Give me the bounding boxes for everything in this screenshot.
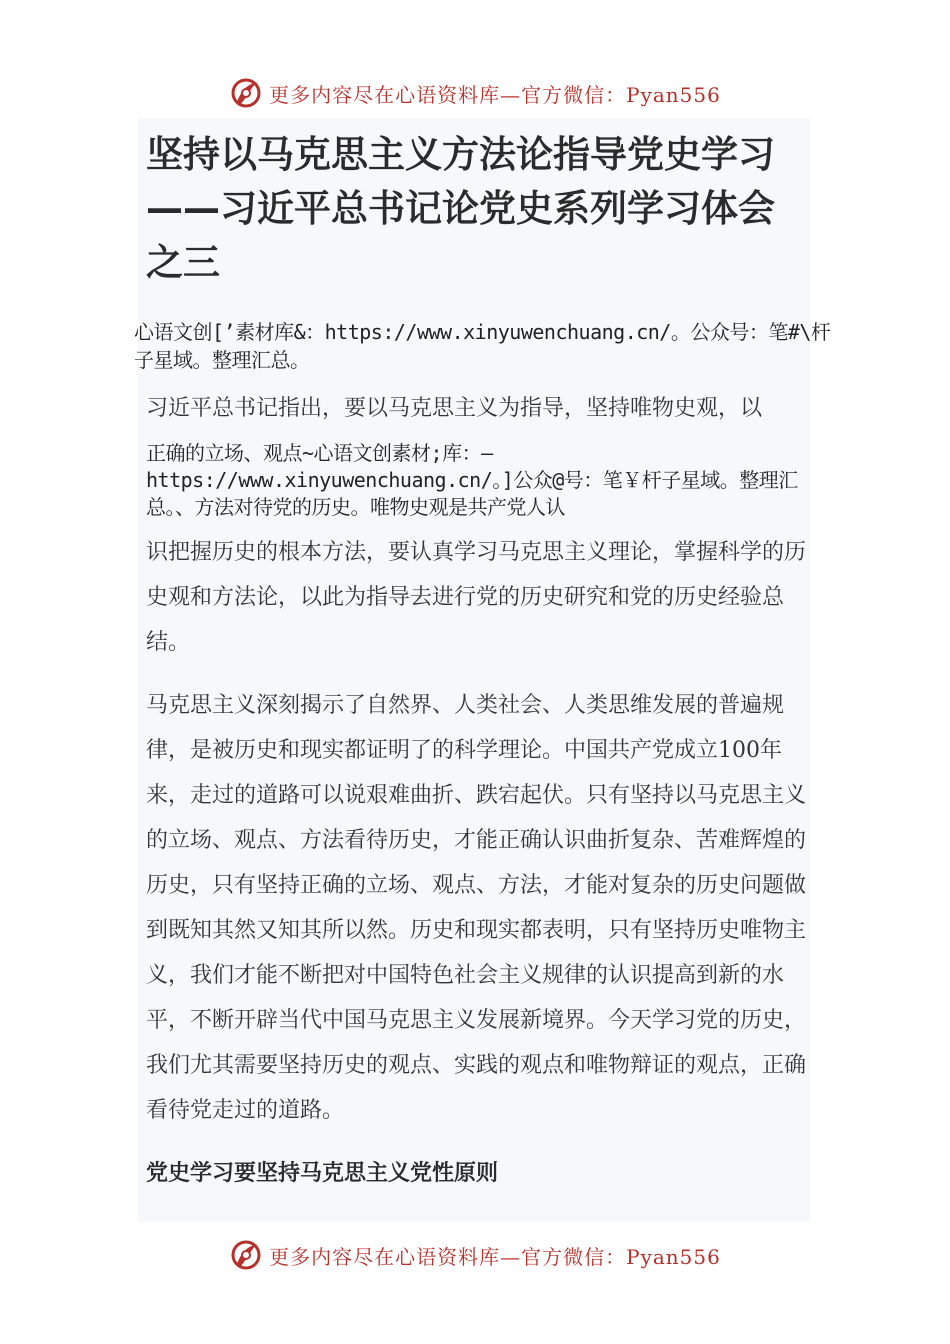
ribbon-logo-icon [229, 76, 263, 110]
source-watermark-note: 心语文创[’素材库&：https://www.xinyuwenchuang.cn/。公众号：笔#\杆子星域。整理汇总。 [134, 320, 831, 372]
banner-separator: — [500, 82, 522, 107]
section-heading: 党史学习要坚持马克思主义党性原则 [146, 1161, 499, 1186]
document-title: 坚持以马克思主义方法论指导党史学习——习近平总书记论党史系列学习体会之三 [146, 133, 775, 284]
banner-text [269, 79, 721, 108]
banner-separator: — [500, 1244, 522, 1269]
paragraph-1-inserted-watermark: 正确的立场、观点~心语文创素材;库：—https://www.xinyuwenchuang.cn/。]公众@号：笔￥杆子星域。整理汇总。、方法对待党的历史。唯物史观是共产党人认 [146, 441, 798, 519]
banner-text [269, 1241, 721, 1270]
banner-main-text: 更多内容尽在心语资料库 [269, 82, 501, 107]
paragraph-1-end: 识把握历史的根本方法，要认真学习马克思主义理论，掌握科学的历史观和方法论，以此为指导去进行党的历史研究和党的历史经验总结。 [146, 540, 807, 655]
banner-wechat-text: 官方微信：Pyan556 [521, 82, 721, 107]
banner-wechat-text: 官方微信：Pyan556 [521, 1244, 721, 1269]
banner-main-text: 更多内容尽在心语资料库 [269, 1244, 501, 1269]
paragraph-2: 马克思主义深刻揭示了自然界、人类社会、人类思维发展的普遍规律，是被历史和现实都证明了的科学理论。中国共产党成立100年来，走过的道路可以说艰难曲折、跌宕起伏。只有坚持以马克思主义的立场、观点、方法看待历史，才能正确认识曲折复杂、苦难辉煌的历史，只有坚持正确的立场、观点、方法，才能对复杂的历史问题做到既知其然又知其所以然。历史和现实都表明，只有坚持历史唯物主义，我们才能不断把对中国特色社会主义规律的认识提高到新的水平，不断开辟当代中国马克思主义发展新境界。今天学习党的历史，我们尤其需要坚持历史的观点、实践的观点和唯物辩证的观点，正确看待党走过的道路。 [146, 693, 807, 1123]
bottom-banner [0, 1232, 950, 1278]
paragraph-1-start: 习近平总书记指出，要以马克思主义为指导，坚持唯物史观，以 [146, 396, 763, 421]
top-banner [0, 70, 950, 116]
ribbon-logo-icon [229, 1238, 263, 1272]
